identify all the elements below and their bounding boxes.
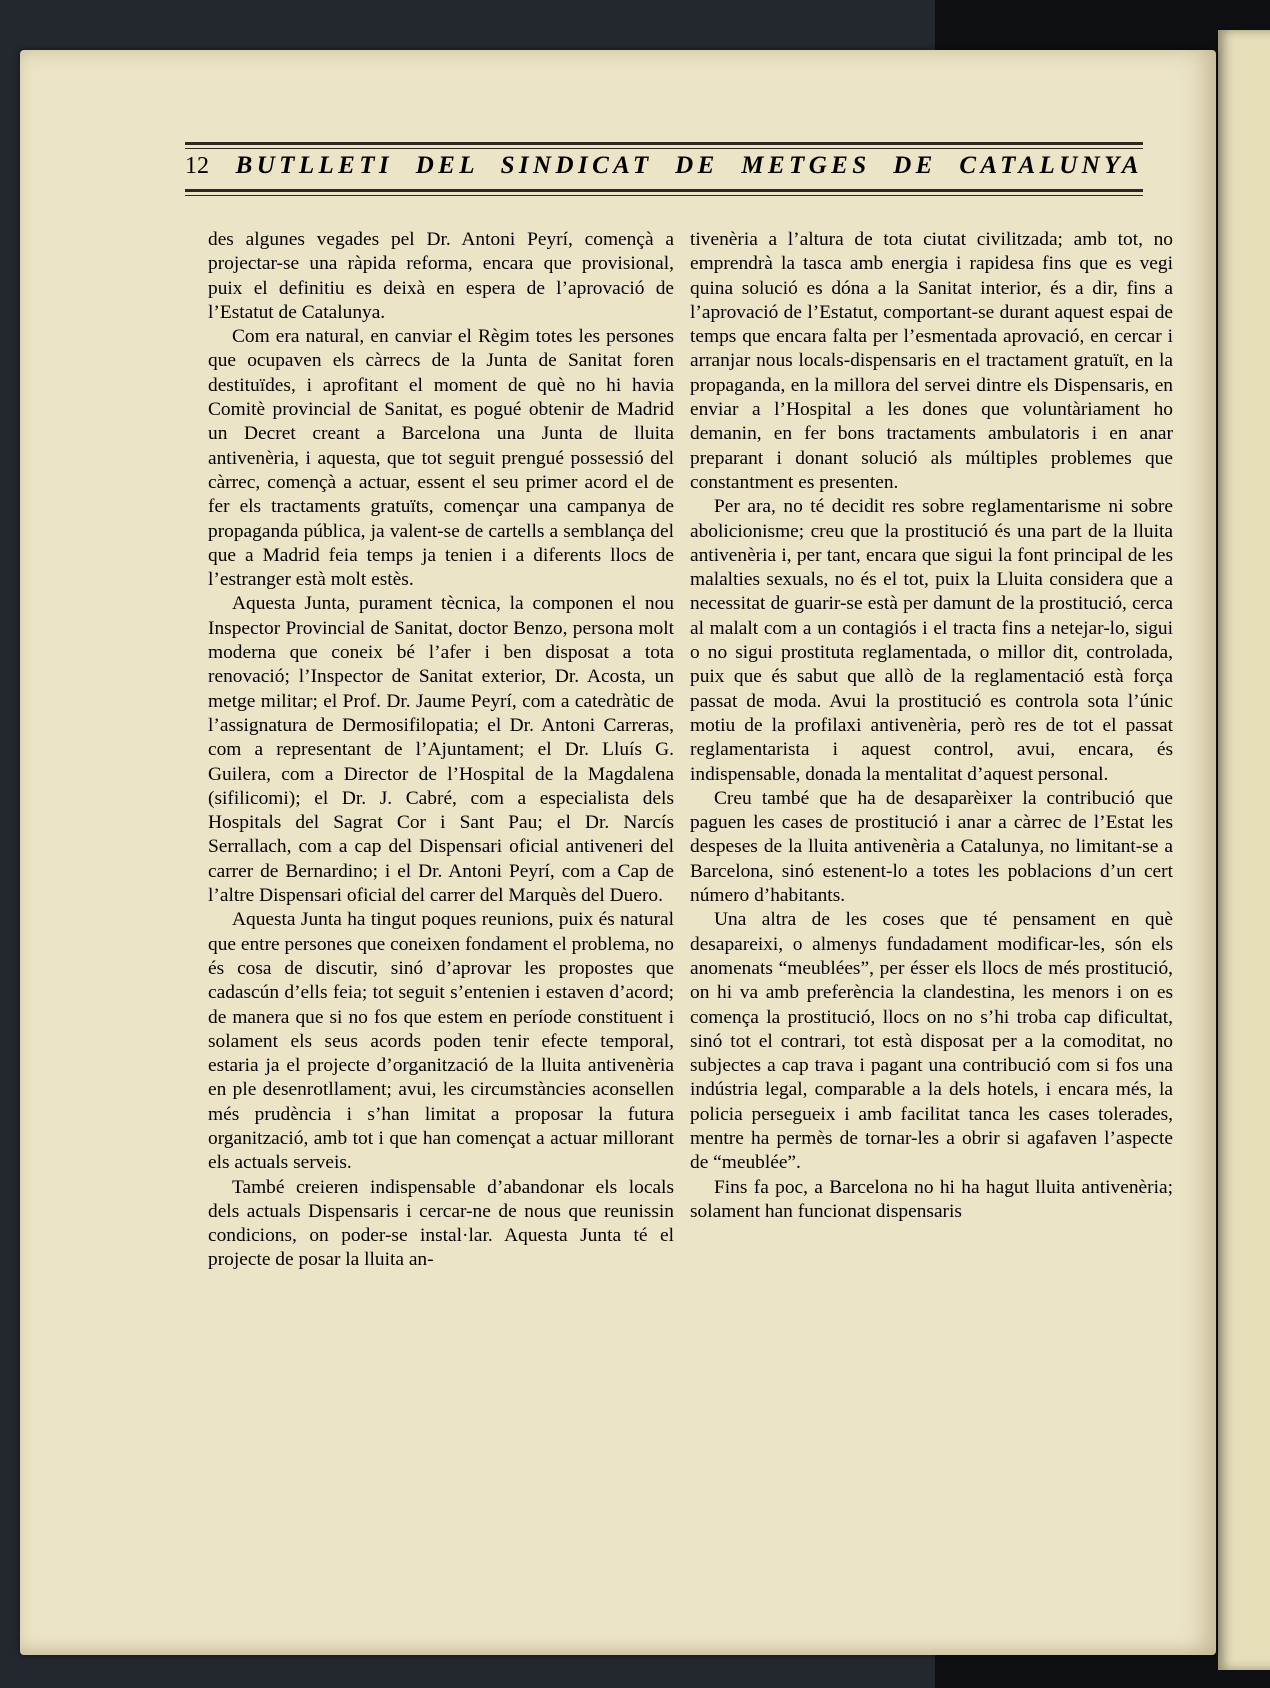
running-header: [185, 142, 1143, 202]
header-row: [185, 152, 1143, 186]
paragraph: Fins fa poc, a Barcelona no hi ha hagut lluita antivenèria; solament han funcionat dispensaris: [690, 1176, 1173, 1222]
paragraph: Creu també que ha de desaparèixer la contribució que paguen les cases de prostitució i anar a càrrec de l’Estat les despeses de la lluita antivenèria a Catalunya, no limitant-se a Barcelona, sinó estenent-lo a totes les poblacions d’un cert número d’habitants.: [690, 787, 1173, 907]
paragraph: Aquesta Junta ha tingut poques reunions, puix és natural que entre persones que coneixen fondament el problema, no és cosa de discutir, sinó d’aprovar les propostes que cadascún d’ells feia; tot seguit s’entenien i estaven d’acord; de manera que si no fos que estem en període constituent i solament els seus acords poden tenir efecte temporal, estaria ja el projecte d’organització de la lluita antivenèria en ple desenrotllament; avui, les circumstàncies aconsellen més prudència i s’han limitat a proposar la futura organització, amb tot i que han començat a actuar millorant els actuals serveis.: [208, 909, 674, 1174]
header-rule-bottom-thin: [185, 195, 1143, 196]
journal-title: BUTLLETI DEL SINDICAT DE METGES DE CATALUNYA: [235, 152, 1143, 179]
paragraph: tivenèria a l’altura de tota ciutat civilitzada; amb tot, no emprendrà la tasca amb energia i rapidesa fins que es vegi quina solució es dóna a la Sanitat interior, és a dir, fins a l’aprovació de l’Estatut, comportant-se durant aquest espai de temps que encara falta per l’esmentada aprovació, en cercar i arranjar nous locals-dispensaris en el tractament gratuït, en la propaganda, en la millora del servei dintre els Dispensaris, en enviar a l’Hospital a les dones que voluntàriament ho demanin, en fer bons tractaments ambulatoris i en anar preparant i donant solució als múltiples problemes que constantment es presenten.: [690, 229, 1173, 493]
header-rule-top: [185, 142, 1143, 145]
page-number: 12: [185, 153, 209, 179]
left-text-column: [208, 228, 674, 1273]
header-rule-bottom: [185, 189, 1143, 192]
adjacent-page-edge: [1218, 30, 1270, 1670]
paragraph: Una altra de les coses que té pensament en què desapareixi, o almenys fundadament modificar-les, són els anomenats “meublées”, per ésser els llocs de més prostitució, on hi va amb preferència la clandestina, les menors i on es comença la prostitució, llocs on no s’hi troba cap dificultat, sinó tot el contrari, tot està disposat per a la comoditat, no subjectes a cap trava i pagant una contribució com si fos una indústria legal, comparable a la dels hotels, i encara més, la policia persegueix i amb facilitat tanca les cases tolerades, mentre ha permès de tornar-les a obrir si agafaven l’aspecte de “meublée”.: [690, 909, 1173, 1174]
paragraph: També creieren indispensable d’abandonar els locals dels actuals Dispensaris i cercar-ne de nous que reunissin condicions, on poder-se instal·lar. Aquesta Junta té el projecte de posar la lluita an-: [208, 1176, 674, 1271]
paragraph: Aquesta Junta, purament tècnica, la componen el nou Inspector Provincial de Sanitat, doctor Benzo, persona molt moderna que coneix bé l’afer i ben disposat a tota renovació; l’Inspector de Sanitat exterior, Dr. Acosta, un metge militar; el Prof. Dr. Jaume Peyrí, com a catedràtic de l’assignatura de Dermosifilopatia; el Dr. Antoni Carreras, com a representant de l’Ajuntament; el Dr. Lluís G. Guilera, com a Director de l’Hospital de la Magdalena (sifilicomi); el Dr. J. Cabré, com a especialista dels Hospitals del Sagrat Cor i Sant Pau; el Dr. Narcís Serrallach, com a cap del Dispensari oficial antiveneri del carrer de Bernardino; i el Dr. Antoni Peyrí, com a Cap de l’altre Dispensari oficial del carrer del Marquès del Duero.: [208, 593, 674, 907]
paragraph: des algunes vegades pel Dr. Antoni Peyrí, començà a projectar-se una ràpida reforma, encara que provisional, puix el definitiu es deixà en espera de l’aprovació de l’Estatut de Catalunya.: [208, 229, 674, 323]
paragraph: Com era natural, en canviar el Règim totes les persones que ocupaven els càrrecs de la Junta de Sanitat foren destituïdes, i aprofitant el moment de què no hi havia Comitè provincial de Sanitat, es pogué obtenir de Madrid un Decret creant a Barcelona una Junta de lluita antivenèria, i aquesta, que tot seguit prengué possessió del càrrec, començà a actuar, essent el seu primer acord el de fer els tractaments gratuïts, començar una campanya de propaganda pública, ja valent-se de cartells a semblança del que a Madrid feia temps ja tenien i a diferents llocs de l’estranger està molt estès.: [208, 326, 674, 591]
paragraph: Per ara, no té decidit res sobre reglamentarisme ni sobre abolicionisme; creu que la prostitució és una part de la lluita antivenèria i, per tant, encara que sigui la font principal de les malalties sexuals, no és el tot, puix la Lluita considera que a necessitat de guarir-se està per damunt de la prostitució, cerca al malalt com a un contagiós i el tracta fins a netejar-lo, sigui o no sigui prostituta reglamentada, o millor dit, controlada, puix que és sabut que allò de la reglamentació està força passat de moda. Avui la prostitució es controla sota l’únic motiu de la profilaxi antivenèria, però res de tot el passat reglamentarista i aquest control, avui, encara, és indispensable, donada la mentalitat d’aquest personal.: [690, 496, 1173, 785]
right-text-column: [690, 228, 1173, 1224]
header-rule-top-thin: [185, 148, 1143, 149]
